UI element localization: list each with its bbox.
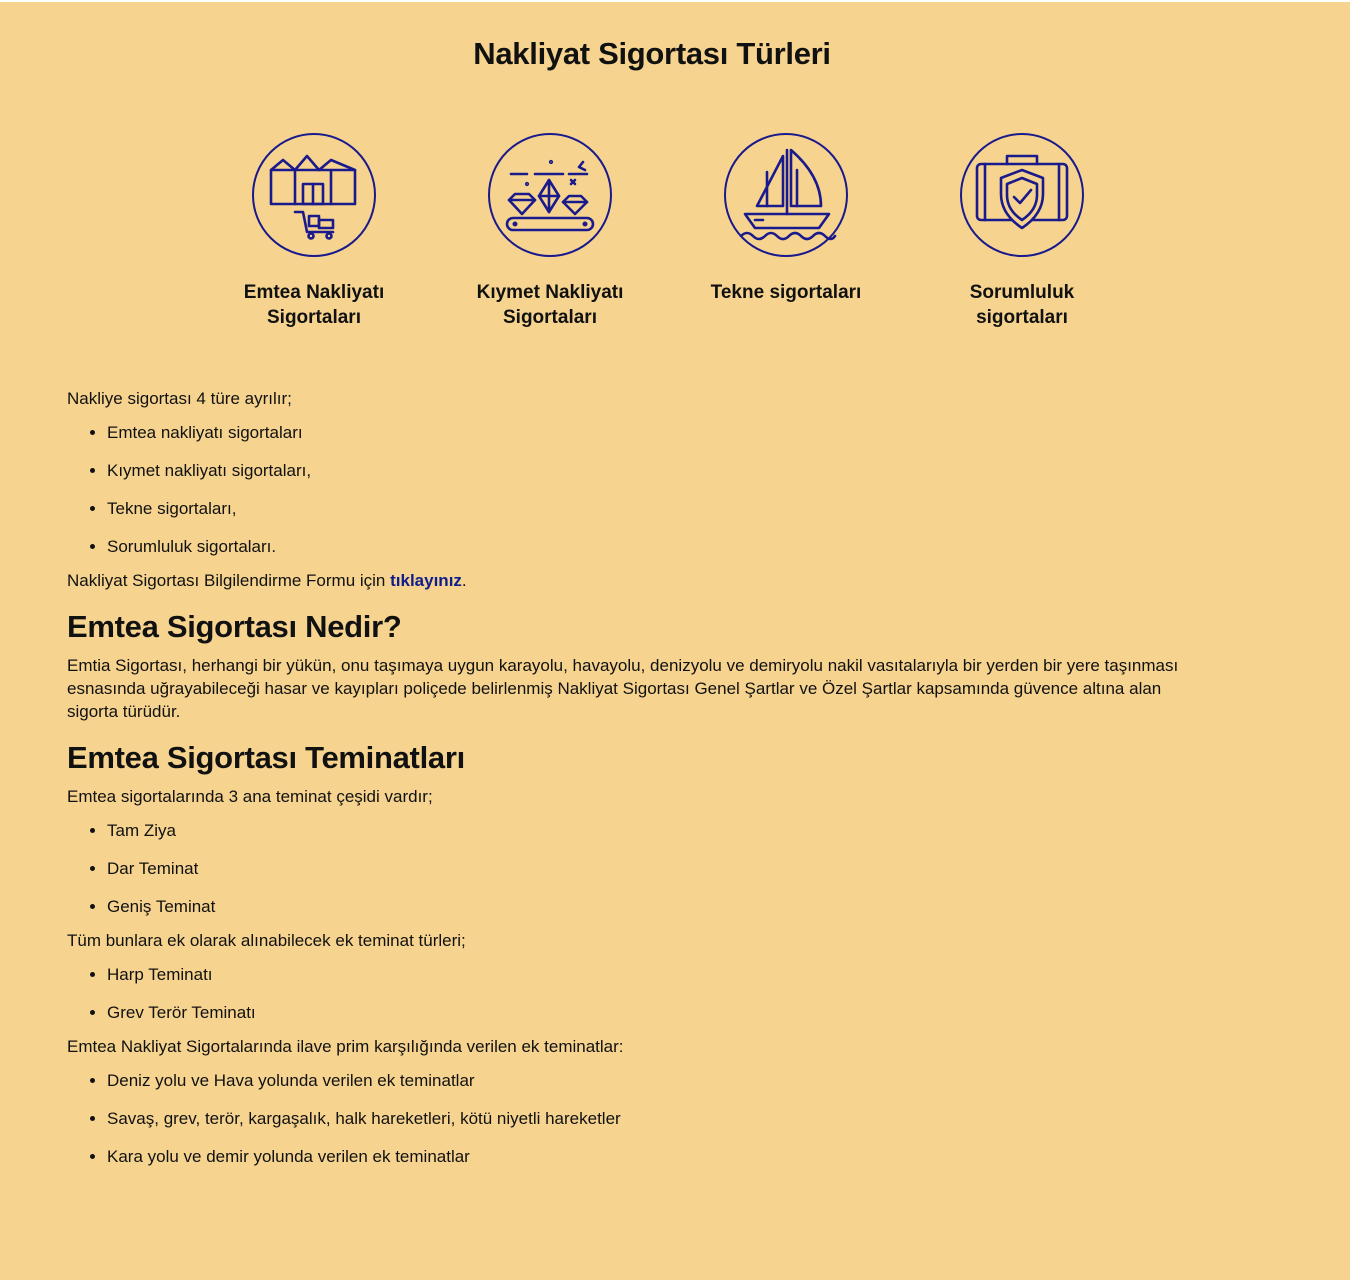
form-suffix: .: [461, 571, 467, 590]
list-item: • Dar Teminat: [107, 857, 1207, 880]
list-item: • Sorumluluk sigortaları.: [107, 535, 1207, 558]
section-paragraph: Tüm bunlara ek olarak alınabilecek ek teminat türleri;: [67, 931, 466, 950]
intro-text: Nakliye sigortası 4 türe ayrılır;: [67, 389, 292, 408]
section-body: Emtia Sigortası, herhangi bir yükün, onu taşımaya uygun karayolu, havayolu, denizyolu ve demiryolu nakil vasıtalarıyla bir yerden bir yere taşınması esnasında uğrayabileceği hasar ve kayıpları poliçede belirlenmiş Nakliyat Sigortası Genel Şartlar ve Özel Şartlar kapsamında güvence altına alan sigorta türüdür.: [67, 656, 1179, 721]
list-item: • Savaş, grev, terör, kargaşalık, halk hareketleri, kötü niyetli hareketler: [107, 1107, 1207, 1130]
type-card-sorumluluk[interactable]: [904, 132, 1140, 330]
list-item: • Emtea nakliyatı sigortaları: [107, 421, 1207, 444]
form-text: Nakliyat Sigortası Bilgilendirme Formu için: [67, 571, 391, 590]
type-label: Sorumluluk sigortaları: [969, 282, 1075, 328]
gems-conveyor-icon: [487, 132, 613, 258]
type-label: Emtea Nakliyatı Sigortaları: [243, 282, 385, 328]
list-item: • Kara yolu ve demir yolunda verilen ek teminatlar: [107, 1145, 1207, 1168]
briefcase-shield-icon: [959, 132, 1085, 258]
list-item: • Deniz yolu ve Hava yolunda verilen ek teminatlar: [107, 1069, 1207, 1092]
page-title: Nakliyat Sigortası Türleri: [473, 36, 831, 71]
type-card-tekne[interactable]: [668, 132, 904, 330]
type-card-kiymet[interactable]: [432, 132, 668, 330]
article-content: [67, 380, 1207, 1179]
list-item: • Grev Terör Teminatı: [107, 1001, 1207, 1024]
teminat-list: [67, 819, 1207, 918]
intro-list: [67, 421, 1207, 558]
form-paragraph: [67, 569, 1207, 592]
section-paragraph: Emtea sigortalarında 3 ana teminat çeşidi vardır;: [67, 787, 433, 806]
form-link[interactable]: tıklayınız: [390, 571, 462, 590]
type-label: Tekne sigortaları: [710, 282, 862, 303]
ek-teminat-list: [67, 963, 1207, 1024]
section-heading-emtea: Emtea Sigortası Nedir?: [67, 609, 402, 644]
list-item: • Kıymet nakliyatı sigortaları,: [107, 459, 1207, 482]
list-item: • Geniş Teminat: [107, 895, 1207, 918]
insurance-types-row: [196, 132, 1140, 330]
warehouse-cart-icon: [251, 132, 377, 258]
list-item: • Tam Ziya: [107, 819, 1207, 842]
ilave-teminat-list: [67, 1069, 1207, 1168]
type-label: Kıymet Nakliyatı Sigortaları: [476, 282, 624, 328]
section-paragraph: Emtea Nakliyat Sigortalarında ilave prim karşılığında verilen ek teminatlar:: [67, 1037, 624, 1056]
section-heading-teminat: Emtea Sigortası Teminatları: [67, 740, 465, 775]
list-item: • Tekne sigortaları,: [107, 497, 1207, 520]
list-item: • Harp Teminatı: [107, 963, 1207, 986]
sailboat-icon: [723, 132, 849, 258]
type-card-emtea[interactable]: [196, 132, 432, 330]
